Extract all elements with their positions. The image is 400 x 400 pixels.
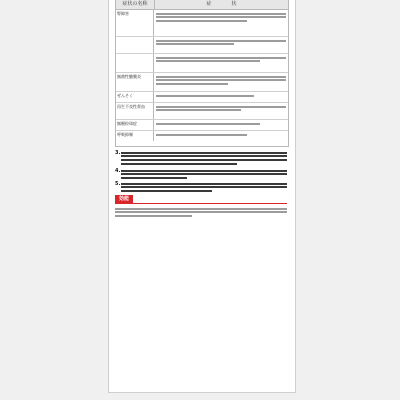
side-effect-row [116, 131, 288, 141]
side-effect-description [154, 92, 288, 102]
side-effect-description [154, 120, 288, 130]
side-effect-row [116, 37, 288, 54]
warning-number: 3. [115, 150, 121, 156]
side-effect-row [116, 120, 288, 131]
header-symptom-name: 症状の名称 [116, 0, 155, 9]
indication-text [115, 206, 287, 218]
side-effect-description [154, 10, 288, 36]
side-effect-row [116, 73, 288, 92]
warning-item-5 [115, 181, 287, 194]
side-effect-name: 無顆粒球症 [116, 120, 154, 130]
side-effect-row [116, 92, 288, 103]
warning-item-3 [115, 150, 287, 166]
side-effect-name [116, 54, 154, 72]
side-effect-description [154, 103, 288, 119]
side-effect-description [154, 54, 288, 72]
side-effect-name: ぜんそく [116, 92, 154, 102]
warning-item-4 [115, 168, 287, 181]
side-effect-table-header [116, 0, 288, 10]
side-effect-description [154, 37, 288, 53]
header-symptom: 症 状 [206, 1, 237, 7]
side-effect-row [116, 54, 288, 73]
side-effect-table [115, 0, 289, 147]
side-effect-row [116, 103, 288, 120]
side-effect-description [154, 131, 288, 141]
indication-heading: 効能 [115, 195, 133, 203]
warning-number: 5. [115, 181, 121, 187]
side-effect-description [154, 73, 288, 91]
side-effect-row [116, 10, 288, 37]
side-effect-name: 無菌性髄膜炎 [116, 73, 154, 91]
side-effect-name: 呼吸抑制 [116, 131, 154, 141]
warning-number: 4. [115, 168, 121, 174]
section-divider [115, 203, 287, 204]
leaflet-page [108, 0, 296, 393]
side-effect-name: 腎障害 [116, 10, 154, 36]
side-effect-name [116, 37, 154, 53]
side-effect-name: 再生不良性貧血 [116, 103, 154, 119]
